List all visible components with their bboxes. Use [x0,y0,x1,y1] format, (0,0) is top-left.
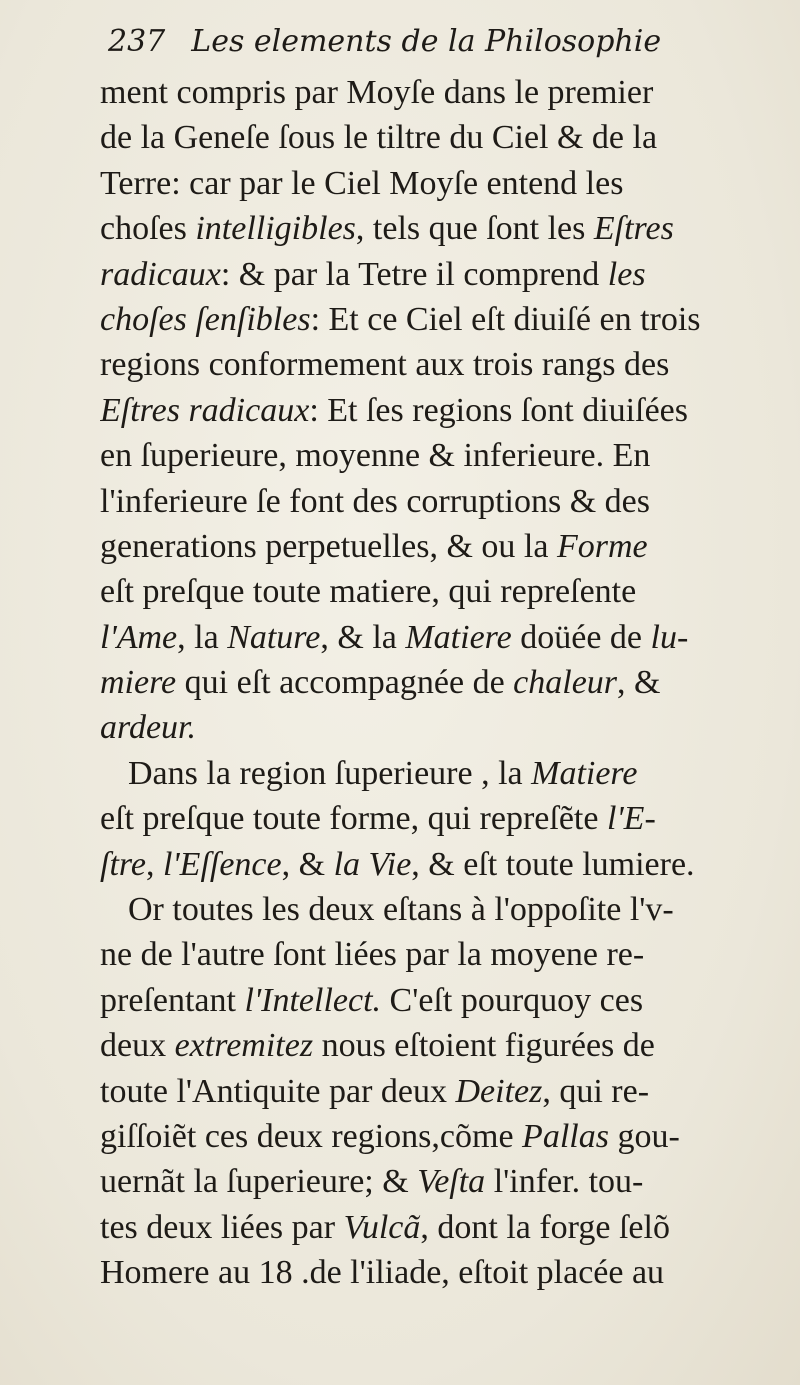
text-segment: tes deux liées par [100,1208,344,1246]
text-segment: , [145,845,163,883]
text-segment: choſes [100,210,196,248]
text-segment: , & [281,845,334,883]
text-line [100,615,790,660]
text-segment: l'infer. tou- [485,1163,644,1201]
text-line [100,1114,790,1159]
italic-text-segment: Eſtres radicaux [100,391,310,429]
text-segment: , & [617,664,661,702]
text-segment: , la [177,618,228,656]
italic-text-segment: radicaux [100,255,221,293]
italic-text-segment: les [607,255,646,293]
text-segment: , & eſt toute lumiere. [411,845,695,883]
text-line [100,524,790,569]
text-segment: ment compris par Moyſe dans le premier [100,74,654,111]
text-line [100,297,790,342]
text-segment: : Et ſes regions ſont diuiſées [309,391,688,429]
text-line [100,705,790,750]
italic-text-segment: l'Intellect. [244,981,382,1019]
text-segment: l'inferieure ſe font des corruptions & des [100,482,650,520]
text-line [100,569,790,614]
text-segment: ne de l'autre ſont liées par la moyene re- [100,936,645,974]
running-title: Les elements de la Philosophie [191,24,662,59]
text-segment: doüée de [511,618,651,656]
italic-text-segment: Matiere [531,754,638,792]
text-segment: eſt preſque toute matiere, qui repreſente [100,573,637,611]
text-segment: qui eſt accompagnée de [176,664,514,702]
text-segment: eſt preſque toute forme, qui repreſẽte [100,800,607,838]
italic-text-segment: la Vie [333,845,412,883]
text-line [100,252,790,297]
italic-text-segment: Pallas [522,1117,609,1155]
text-line [100,1159,790,1204]
italic-text-segment: Nature [227,618,321,656]
text-segment: , qui re- [542,1072,650,1110]
text-segment: C'eſt pourquoy ces [381,981,644,1019]
text-segment: : & par la Tetre il comprend [220,255,608,293]
text-segment: en ſuperieure, moyenne & inferieure. En [100,437,651,475]
text-line [100,1250,790,1295]
italic-text-segment: miere [100,664,177,702]
text-segment: uernãt la ſuperieure; & [100,1163,418,1201]
text-line [100,978,790,1023]
italic-text-segment: Eſtres [593,210,674,248]
text-segment: toute l'Antiquite par deux [100,1072,456,1110]
italic-text-segment: Deitez [455,1072,543,1110]
italic-text-segment: ardeur. [100,709,197,747]
text-segment: Homere au 18 .de l'iliade, eſtoit placée au [100,1254,665,1292]
italic-text-segment: Forme [556,527,648,565]
text-line [100,206,790,251]
text-line [100,115,790,160]
italic-text-segment: Matiere [405,618,512,656]
page-header [108,18,768,66]
text-line [100,479,790,524]
text-line [100,887,790,932]
italic-text-segment: ſtre [100,845,146,883]
text-segment: generations perpetuelles, & ou la [100,527,557,565]
text-segment: preſentant [100,981,245,1019]
page-bottom-margin [0,1290,800,1385]
text-line [100,70,790,115]
italic-text-segment: choſes ſenſibles [100,300,311,338]
text-segment: regions conformement aux trois rangs des [100,346,670,384]
text-segment: , tels que ſont les [355,210,594,248]
text-segment: , & la [320,618,406,656]
text-line [100,660,790,705]
text-line [100,1069,790,1114]
text-segment: Terre: car par le Ciel Moyſe entend les [100,164,624,202]
italic-text-segment: Vulcã [343,1208,421,1246]
text-segment: giſſoiẽt ces deux regions,cõme [100,1117,523,1155]
text-segment: : Et ce Ciel eſt diuiſé en trois [310,300,701,338]
text-line [100,1023,790,1068]
text-line [100,388,790,433]
text-segment: Or toutes les deux eſtans à l'oppoſite l'v- [128,891,674,929]
text-line [100,342,790,387]
italic-text-segment: lu- [650,618,689,656]
italic-text-segment: intelligibles [195,210,356,248]
page-number: 237 [108,24,166,59]
text-segment: nous eſtoient figurées de [313,1027,655,1065]
text-line [100,433,790,478]
text-line [100,796,790,841]
text-line [100,161,790,206]
italic-text-segment: chaleur [513,664,618,702]
text-line [100,842,790,887]
text-line [100,751,790,796]
text-segment: , dont la forge ſelõ [420,1208,670,1246]
italic-text-segment: extremitez [174,1027,314,1065]
italic-text-segment: l'E- [606,800,656,838]
body-text [100,70,790,1296]
italic-text-segment: l'Ame [100,618,178,656]
text-segment: gou- [608,1117,680,1155]
text-line [100,1205,790,1250]
text-line [100,932,790,977]
italic-text-segment: Veſta [417,1163,486,1201]
text-segment: deux [100,1027,175,1065]
text-segment: Dans la region ſuperieure , la [128,754,532,792]
text-segment: de la Geneſe ſous le tiltre du Ciel & de la [100,119,658,157]
italic-text-segment: l'Eſſence [162,845,282,883]
